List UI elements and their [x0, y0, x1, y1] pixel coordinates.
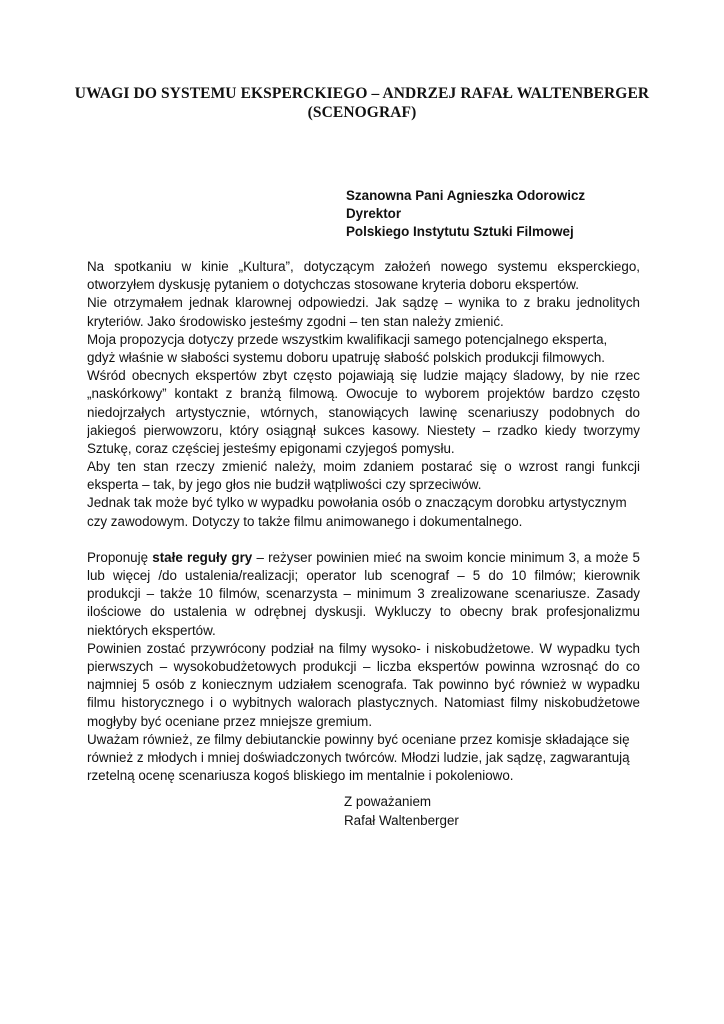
title-line-2: (SCENOGRAF)	[307, 104, 417, 121]
body-line: Nie otrzymałem jednak klarownej odpowiedzi. Jak sądzę – wynika to z braku jednolitych	[87, 295, 640, 311]
letter-body	[87, 258, 640, 785]
body-line: pierwszych – wysokobudżetowych produkcji – liczba ekspertów powinna wzrosnąć do co	[87, 658, 640, 674]
body-line: niedojrzałych artystycznie, wtórnych, stanowiących lawinę scenariuszy podobnych do	[87, 404, 640, 420]
body-line: ilościowe do ustalenia w odrębnej dyskusji. Wykluczy to obecny brak profesjonalizmu	[87, 604, 640, 620]
body-line: niektórych ekspertów.	[87, 622, 216, 638]
body-line: również z młodych i mniej doświadczonych twórców. Młodzi ludzie, jak sądzę, zagwarantują	[87, 749, 630, 765]
addressee-position: Dyrektor	[346, 206, 402, 221]
emphasis-stale: stałe	[152, 549, 183, 565]
title-line-1: UWAGI DO SYSTEMU EKSPERCKIEGO – ANDRZEJ RAFAŁ WALTENBERGER	[74, 85, 650, 102]
document-title	[70, 84, 654, 122]
body-line: jakiegoś pierwowzoru, który osiągnął sukces kasowy. Niestety – rzadko kiedy tworzymy	[87, 422, 640, 438]
body-line: lub więcej /do ustalenia/realizacji; operator lub scenograf – 5 do 10 filmów; kierownik	[87, 568, 640, 583]
signer-name: Rafał Waltenberger	[344, 812, 459, 828]
body-line: Jednak tak może być tylko w wypadku powołania osób o znaczącym dorobku artystycznym	[87, 495, 627, 511]
paragraph-1	[87, 258, 640, 531]
body-line: Uważam również, ze filmy debiutanckie powinny być oceniane przez komisje składające się	[87, 731, 630, 747]
body-line: rzetelną ocenę scenariusza kogoś bliskiego im mentalnie i pokoleniowo.	[87, 768, 514, 784]
body-line: najmniej 5 osób z koniecznym udziałem scenografa. Tak powinno być również w wypadku	[87, 677, 640, 693]
body-line: Powinien zostać przywrócony podział na filmy wysoko- i niskobudżetowe. W wypadku tych	[87, 640, 640, 656]
body-line: otworzyłem dyskusję pytaniem o dotychczas stosowane kryteria doboru ekspertów.	[87, 277, 579, 293]
addressee-name: Szanowna Pani Agnieszka Odorowicz	[346, 188, 586, 203]
body-line: filmu historycznego i o wybitnych walorach plastycznych. Natomiast filmy niskobudżetowe	[87, 695, 640, 711]
paragraph-spacer	[87, 531, 640, 549]
body-line: Sztukę, coraz częściej jesteśmy epigonami czyjegoś pomysłu.	[87, 440, 455, 456]
emphasis-reguly-gry: reguły gry	[187, 549, 253, 565]
closing-salutation: Z poważaniem	[344, 794, 432, 809]
body-line: produkcji – także 10 filmów, scenarzysta – minimum 3 zrealizowane scenariusze. Zasady	[87, 586, 640, 602]
body-text: Proponuję	[87, 549, 153, 565]
addressee-institution: Polskiego Instytutu Sztuki Filmowej	[346, 224, 574, 239]
body-text: – reżyser powinien mieć na swoim koncie minimum 3, a może 5	[252, 549, 640, 565]
body-line: Moja propozycja dotyczy przede wszystkim kwalifikacji samego potencjalnego eksperta,	[87, 331, 608, 347]
addressee-block	[346, 187, 585, 241]
body-line: Wśród obecnych ekspertów zbyt często pojawiają się ludzie mający śladowy, by nie rzec	[87, 368, 640, 384]
body-line: czy zawodowym. Dotyczy to także filmu animowanego i dokumentalnego.	[87, 513, 523, 529]
body-line: „naskórkowy” kontakt z branżą filmową. Owocuje to wyborem projektów bardzo często	[87, 386, 640, 402]
body-line: eksperta – tak, by jego głos nie budził wątpliwości czy sprzeciwów.	[87, 477, 482, 493]
body-line: Na spotkaniu w kinie „Kultura”, dotyczącym założeń nowego systemu eksperckiego,	[87, 259, 640, 274]
body-line: mogłyby być oceniane przez mniejsze gremium.	[87, 713, 373, 729]
paragraph-2	[87, 549, 640, 785]
body-line: Aby ten stan rzeczy zmienić należy, moim zdaniem postarać się o wzrost rangi funkcji	[87, 459, 640, 475]
body-line: kryteriów. Jako środowisko jesteśmy zgodni – ten stan należy zmienić.	[87, 313, 504, 329]
body-line	[87, 549, 640, 567]
signoff-block	[344, 793, 459, 830]
body-line: gdyż właśnie w słabości systemu doboru upatruję słabość polskich produkcji filmowych.	[87, 349, 606, 365]
